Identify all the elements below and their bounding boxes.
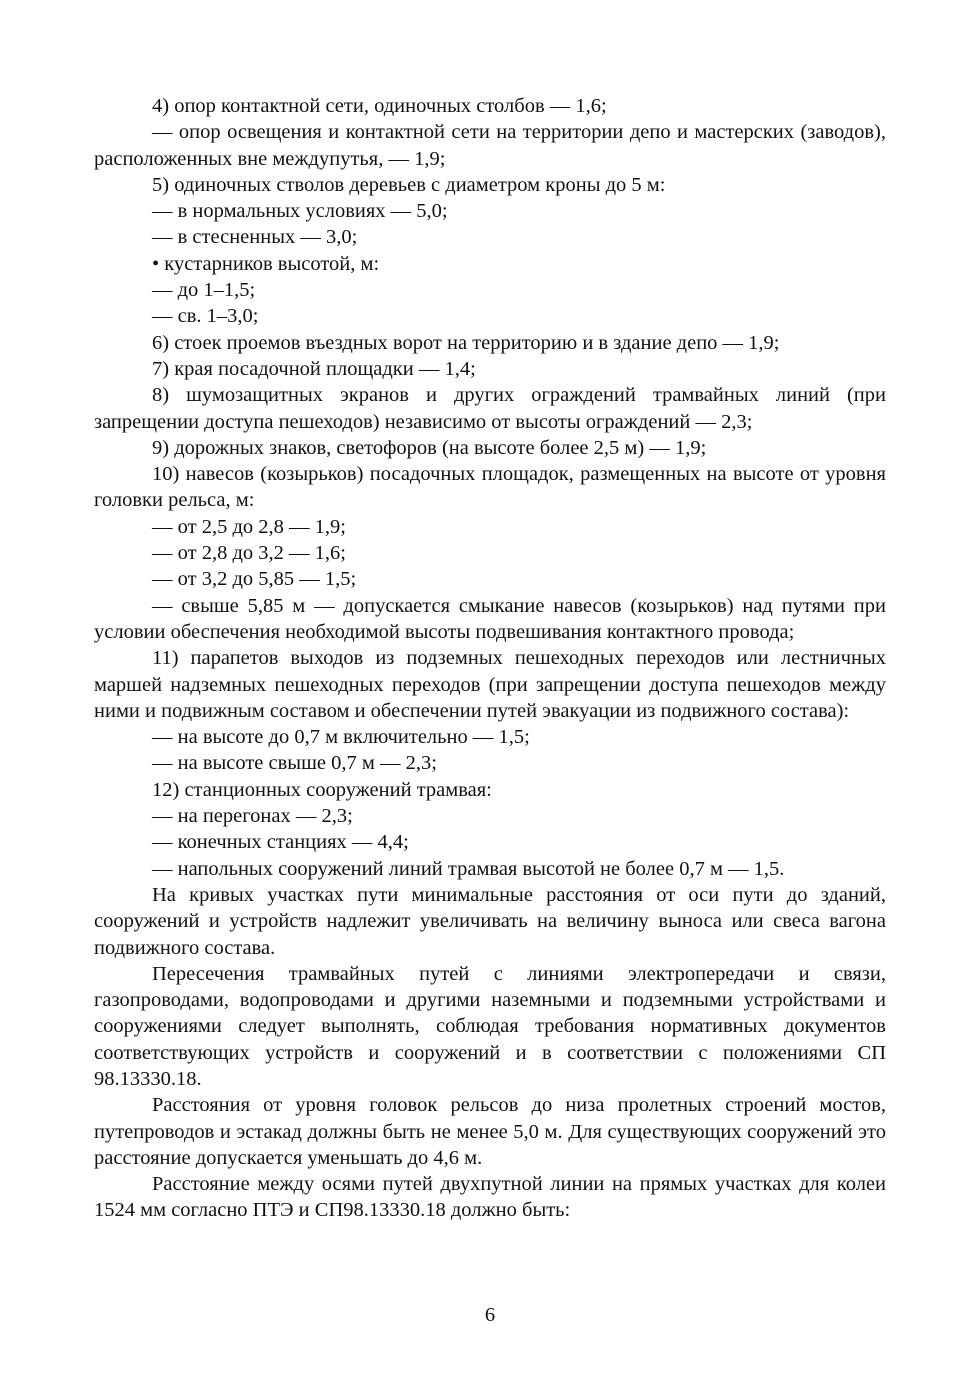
list-item: — до 1–1,5; <box>152 279 256 302</box>
list-item: — напольных сооружений линий трамвая высотой не более 0,7 м — 1,5. <box>152 857 785 880</box>
list-item: — конечных станциях — 4,4; <box>152 831 409 854</box>
list-item: — от 2,5 до 2,8 — 1,9; <box>152 515 346 538</box>
list-item: — в нормальных условиях — 5,0; <box>152 200 448 223</box>
list-item: — от 2,8 до 3,2 — 1,6; <box>152 542 346 565</box>
list-item: — на высоте свыше 0,7 м — 2,3; <box>152 752 437 775</box>
body-paragraph: Расстояния от уровня головок рельсов до низа пролетных строений мостов, путепроводов и эстакад должны быть не менее 5,0 м. Для существующих сооружений это расстояние допускается уменьшать до 4,6 м. <box>94 1094 886 1169</box>
list-item: — св. 1–3,0; <box>152 305 259 328</box>
list-item: 11) парапетов выходов из подземных пешеходных переходов или лестничных маршей надземных пешеходных переходов (при запрещении доступа пешеходов между ними и подвижным составом и обеспечении путей эвакуации из подвижного состава): <box>94 647 886 722</box>
list-item: — опор освещения и контактной сети на территории депо и мастерских (заводов), расположенных вне междупутья, — 1,9; <box>94 121 886 170</box>
list-item: 10) навесов (козырьков) посадочных площадок, размещенных на высоте от уровня головки рельса, м: <box>94 463 886 512</box>
body-paragraph: Пересечения трамвайных путей с линиями электропередачи и связи, газопроводами, водопроводами и другими наземными и подземными устройствами и сооружениями следует выполнять, соблюдая требования нормативных документов соответствующих устройств и сооружений и в соответствии с положениями СП 98.13330.18. <box>94 962 886 1090</box>
list-item: — на перегонах — 2,3; <box>152 805 353 828</box>
list-item: 12) станционных сооружений трамвая: <box>152 778 492 801</box>
body-paragraph: Расстояние между осями путей двухпутной линии на прямых участках для колеи 1524 мм согласно ПТЭ и СП98.13330.18 должно быть: <box>94 1173 886 1222</box>
list-item: — свыше 5,85 м — допускается смыкание навесов (козырьков) над путями при условии обеспечения необходимой высоты подвешивания контактного провода; <box>94 594 886 643</box>
document-page <box>94 93 886 1224</box>
list-item: 5) одиночных стволов деревьев с диаметром кроны до 5 м: <box>152 173 666 196</box>
list-item: — от 3,2 до 5,85 — 1,5; <box>152 568 357 591</box>
page-number: 6 <box>484 1304 496 1326</box>
list-item: 7) края посадочной площадки — 1,4; <box>152 357 476 380</box>
list-item: 9) дорожных знаков, светофоров (на высоте более 2,5 м) — 1,9; <box>152 436 707 459</box>
list-item: — на высоте до 0,7 м включительно — 1,5; <box>152 726 530 749</box>
list-item: — в стесненных — 3,0; <box>152 226 358 249</box>
body-paragraph: На кривых участках пути минимальные расстояния от оси пути до зданий, сооружений и устройств надлежит увеличивать на величину выноса или свеса вагона подвижного состава. <box>94 883 886 959</box>
list-item: 6) стоек проемов въездных ворот на территорию и в здание депо — 1,9; <box>152 331 780 354</box>
list-item: 8) шумозащитных экранов и других ограждений трамвайных линий (при запрещении доступа пешеходов) независимо от высоты ограждений — 2,3; <box>94 384 886 433</box>
list-item: • кустарников высотой, м: <box>152 252 380 275</box>
list-item: 4) опор контактной сети, одиночных столбов — 1,6; <box>152 95 607 117</box>
